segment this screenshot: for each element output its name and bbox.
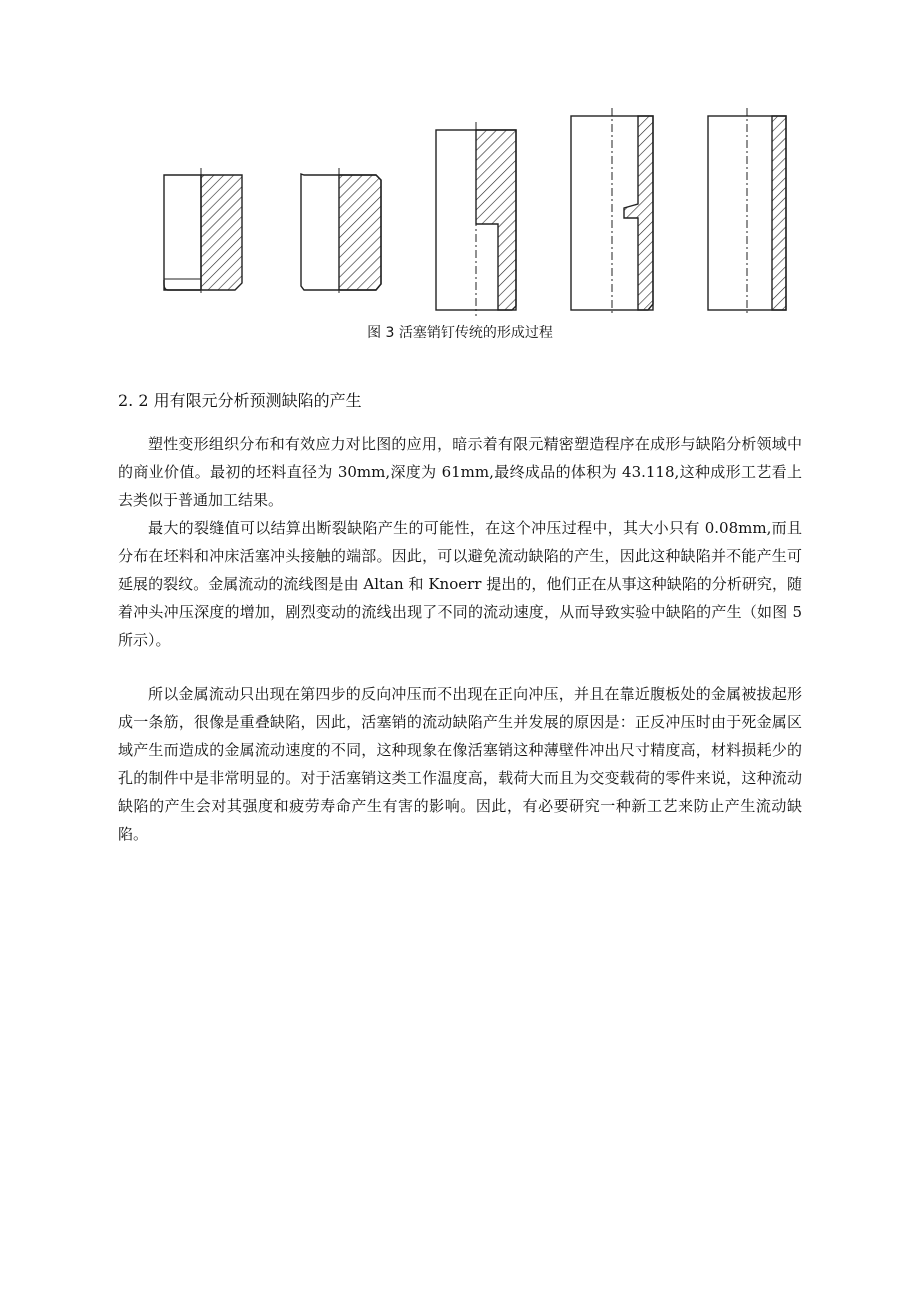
- stage-5-billet: [708, 108, 786, 316]
- figure-caption: 图 3 活塞销钉传统的形成过程: [367, 325, 553, 341]
- forming-process-figure: [150, 100, 810, 320]
- stage-1-billet: [164, 168, 242, 296]
- stage-3-billet: [436, 122, 516, 316]
- body-paragraph: 最大的裂缝值可以结算出断裂缺陷产生的可能性，在这个冲压过程中，其大小只有 0.08mm,而且分布在坯料和冲床活塞冲头接触的端部。因此，可以避免流动缺陷的产生，因此这种缺陷并不能产生可延展的裂纹。金属流动的流线图是由 Altan 和 Knoerr 提出的，他们正在从事这种缺陷的分析研究，随着冲头冲压深度的增加，剧烈变动的流线出现了不同的流动速度，从而导致实验中缺陷的产生（如图 5 所示）。: [118, 519, 802, 649]
- stage-4-billet: [571, 108, 653, 316]
- stage-2-billet: [301, 168, 381, 296]
- body-paragraph: 所以金属流动只出现在第四步的反向冲压而不出现在正向冲压，并且在靠近腹板处的金属被拔起形成一条筋，很像是重叠缺陷，因此，活塞销的流动缺陷产生并发展的原因是：正反冲压时由于死金属区域产生而造成的金属流动速度的不同，这种现象在像活塞销这种薄壁件冲出尺寸精度高，材料损耗少的孔的制件中是非常明显的。对于活塞销这类工作温度高，载荷大而且为交变载荷的零件来说，这种流动缺陷的产生会对其强度和疲劳寿命产生有害的影响。因此，有必要研究一种新工艺来防止产生流动缺陷。: [118, 685, 802, 843]
- section-heading: 2. 2 用有限元分析预测缺陷的产生: [118, 391, 362, 410]
- body-paragraph: 塑性变形组织分布和有效应力对比图的应用，暗示着有限元精密塑造程序在成形与缺陷分析领域中的商业价值。最初的坯料直径为 30mm,深度为 61mm,最终成品的体积为 43.118,这种成形工艺看上去类似于普通加工结果。: [118, 435, 802, 509]
- figure-drawing: [150, 100, 810, 320]
